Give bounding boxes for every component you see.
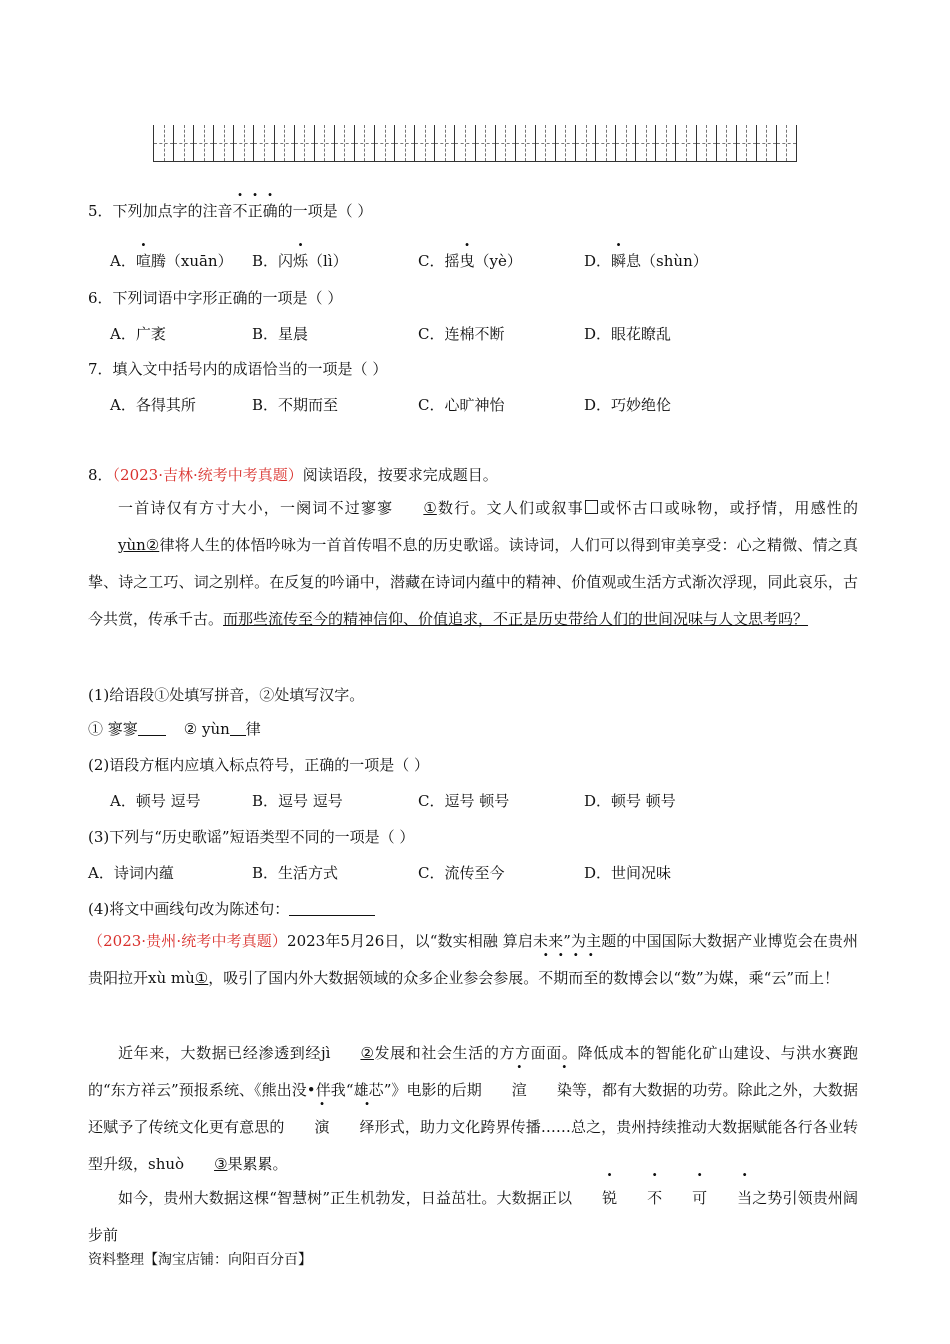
emphasis-dotted-text: 渲 染 [511,1081,572,1099]
q7-option-c: C．心旷神怡 [418,396,505,414]
grid-cell [496,125,516,161]
grid-cell [375,125,395,161]
emphasis-dotted-text: 锐 不 可 当 [602,1189,753,1207]
q8-sub2: (2)语段方框内应填入标点符号，正确的一项是（ ） [88,756,430,774]
grid-cell [174,125,194,161]
underlined-sentence: 而那些流传至今的精神信仰、价值追求，不正是历史带给人们的世间况味与人文思考吗？ [223,610,809,628]
q6-stem: 6．下列词语中字形正确的一项是（ ） [88,289,343,307]
q6-option-d: D．眼花瞭乱 [584,325,672,343]
grid-cell [737,125,757,161]
q5-option-c: C．摇曳（yè） [418,252,522,270]
grid-cell [676,125,696,161]
grid-cell [656,125,676,161]
grid-cell [777,125,796,161]
q7-option-a: A．各得其所 [110,396,196,414]
q8-sub3-option-a: A．诗词内蕴 [88,864,174,882]
grid-cell [596,125,616,161]
grid-cell [435,125,455,161]
q8-sub3-option-c: C．流传至今 [418,864,505,882]
grid-cell [154,125,174,161]
emphasis-dotted-text: 不期而至 [538,969,599,987]
grid-cell [556,125,576,161]
q8-passage: 一首诗仅有方寸大小，一阕词不过寥寥 ①数行。文人们或叙事 或怀古口或咏物，或抒情，用感性的yùn②律将人生的体悟吟咏为一首首传唱不息的历史歌谣。读诗词，人们可以得到审美享受：心之精微、情之真挚、诗之工巧、词之别样。在反复的吟诵中，潜藏在诗词内蕴中的精神、价值观或生活方式渐次浮现，同此哀乐，古今共赏，传承千古。而那些流传至今的精神信仰、价值追求，不正是历史带给人们的世间况味与人文思考吗？ [88,499,858,628]
grid-cell [415,125,435,161]
q7-stem: 7．填入文中括号内的成语恰当的一项是（ ） [88,360,388,378]
punctuation-box [585,500,598,514]
q8-sub2-option-b: B．逗号 逗号 [252,792,343,810]
grid-cell [395,125,415,161]
q9-passage-2: 近年来，大数据已经渗透到经jì ②发展和社会生活的方方面面。降低成本的智能化矿山建设、与洪水赛跑的“东方祥云”预报系统、《熊出没•伴我“雄芯”》电影的后期 渲 染等，都有大数据的功劳。除此之外，大数据还赋予了传统文化更有意思的 演 绎形式，助力文化跨界传播……总之，贵州持续推动大数据赋能各行各业转型升级，shuò ③果累累。 [88,1044,858,1173]
grid-cell [254,125,274,161]
writing-grid [153,125,797,162]
q8-sub4: (4)将文中画线句改为陈述句： [88,898,375,919]
q8-sub2-option-a: A．顿号 逗号 [110,792,201,810]
q8-sub1: (1)给语段①处填写拼音，②处填写汉字。 [88,686,365,704]
grid-cell [455,125,475,161]
grid-cell [717,125,737,161]
q9-source: （2023·贵州·统考中考真题） [88,932,288,950]
grid-cell [315,125,335,161]
q5-option-d: D．瞬息（shùn） [584,252,708,270]
grid-cell [355,125,375,161]
q5-stem: 5．下列加点字的注音不正确的一项是（ ） [88,202,373,220]
q5-option-b: B．闪烁（lì） [252,252,348,270]
q7-option-b: B．不期而至 [252,396,339,414]
grid-cell [194,125,214,161]
q6-option-c: C．连棉不断 [418,325,505,343]
grid-cell [275,125,295,161]
grid-cell [234,125,254,161]
grid-cell [476,125,496,161]
footer-note: 资料整理【淘宝店铺：向阳百分百】 [88,1252,312,1268]
q9-passage-1: （2023·贵州·统考中考真题）2023年5月26日，以“数实相融 算启未来”为主题的中国国际大数据产业博览会在贵州贵阳拉开xù mù①，吸引了国内外大数据领域的众多企业参会参展。不期而至的数博会以“数”为媒，乘“云”而上！ [88,932,858,987]
emphasis-dotted-text: 演 绎 [314,1118,375,1136]
grid-cell [214,125,234,161]
grid-cell [335,125,355,161]
q5-option-a: A．喧腾（xuān） [110,252,233,270]
grid-cell [636,125,656,161]
q8-sub2-option-c: C．逗号 顿号 [418,792,510,810]
grid-cell [576,125,596,161]
q8-sub1-answers: ① 寥寥 ② yùn 律 [88,720,261,738]
grid-cell [295,125,315,161]
q7-option-d: D．巧妙绝伦 [584,396,672,414]
grid-cell [757,125,777,161]
q9-passage-3: 如今，贵州大数据这棵“智慧树”正生机勃发，日益茁壮。大数据正以 锐 不 可 当之势引领贵州阔步前 [88,1189,858,1244]
q8-sub3-option-b: B．生活方式 [252,864,339,882]
q8-heading: 8．（2023·吉林·统考中考真题）阅读语段，按要求完成题目。 [88,466,498,484]
grid-cell [616,125,636,161]
q6-option-a: A．广袤 [110,325,166,343]
q8-sub3: (3)下列与“历史歌谣”短语类型不同的一项是（ ） [88,828,415,846]
grid-cell [697,125,717,161]
q8-source: （2023·吉林·统考中考真题） [112,466,303,484]
q8-sub2-option-d: D．顿号 顿号 [584,792,676,810]
q8-sub3-option-d: D．世间况味 [584,864,672,882]
grid-cell [516,125,536,161]
grid-cell [536,125,556,161]
q6-option-b: B．星晨 [252,325,309,343]
emphasis-dotted-text: 不正确 [232,202,278,220]
